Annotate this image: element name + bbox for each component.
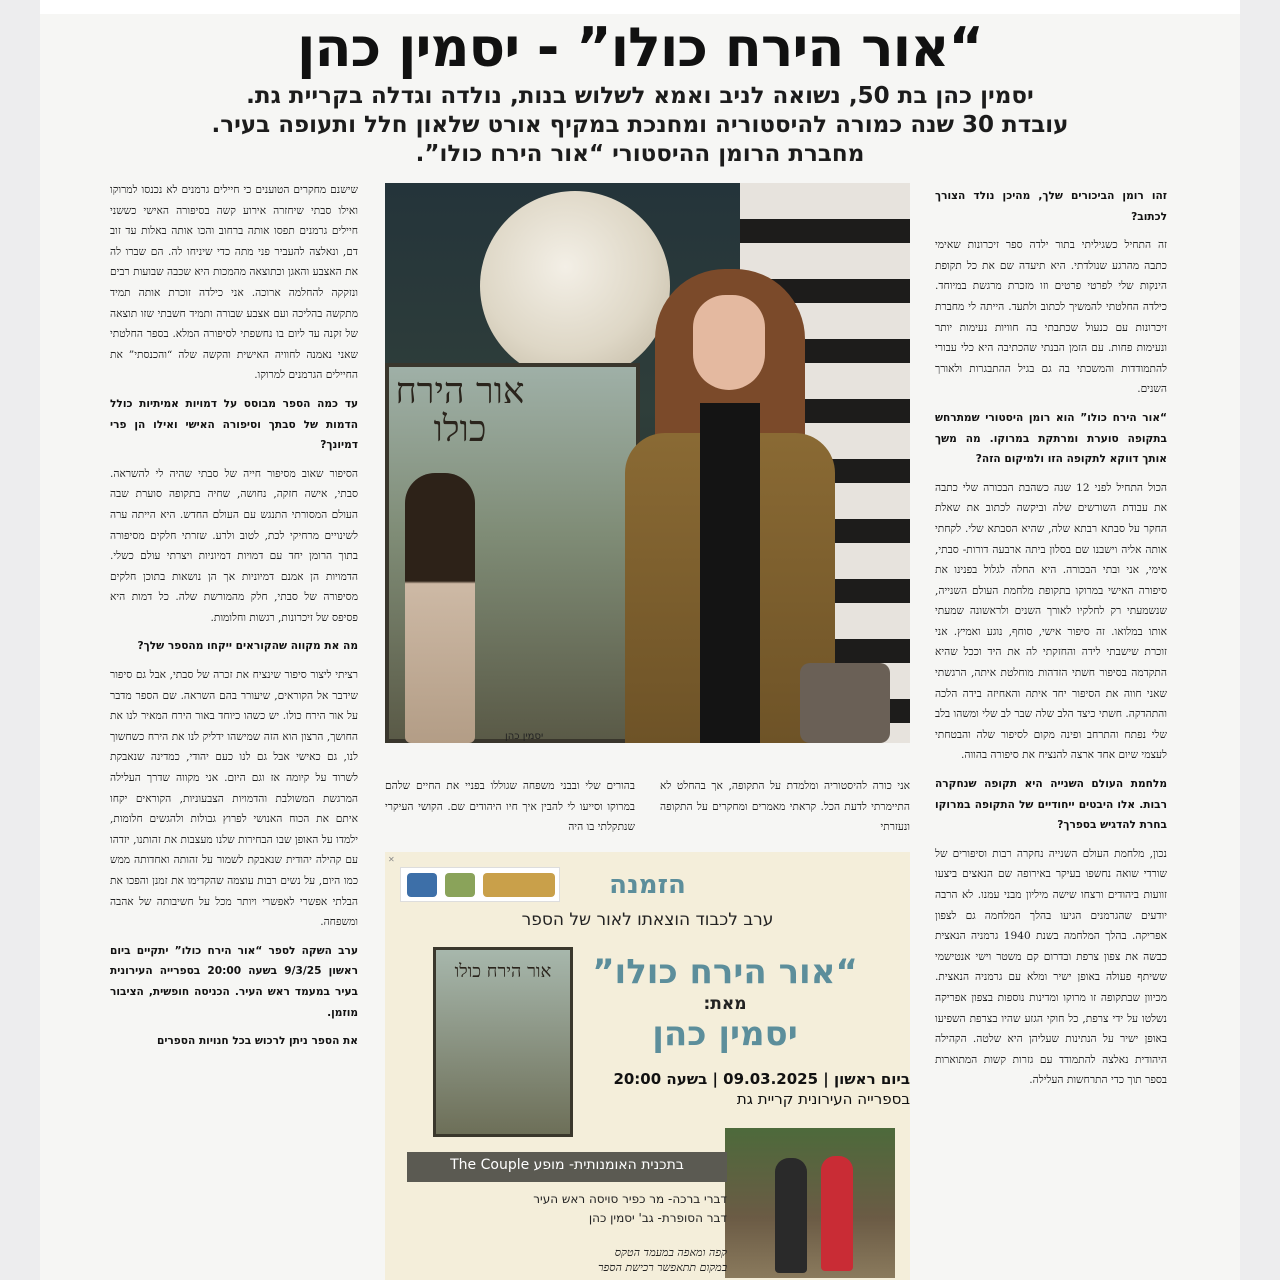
answer: בהורים שלי ובבני משפחה שגוללו בפניי את החיים שלהם במרוקו וסייעו לי להבין איך חיו היהודים שם. הקושי העיקרי שנתקלתי בו היה xyxy=(385,780,635,834)
intro-line: עובדת 30 שנה כמורה להיסטוריה ומחנכת במקיף אורט שלאון חלל ותעופה בעיר. xyxy=(211,112,1069,138)
article-column-left xyxy=(110,180,358,1280)
invitation-book-title: “אור הירח כולו” xyxy=(592,952,858,992)
author-photo xyxy=(385,183,910,743)
invitation-subtitle: ערב לכבוד הוצאתו לאור של הספר xyxy=(521,910,774,930)
question: מה את מקווה שהקוראים ייקחו מהספר שלך? xyxy=(137,640,358,653)
article-column-right xyxy=(935,186,1167,1276)
speaker-line: דבר הסופרת- גב' יסמין כהן xyxy=(588,1211,727,1225)
intro-line: יסמין כהן בת 50, נשואה לניב ואמא לשלוש בנות, נולדה וגדלה בקריית גת. xyxy=(246,83,1034,109)
top-strip xyxy=(40,0,1240,14)
book-cover-title: אור הירח כולו xyxy=(454,961,552,982)
question: עד כמה הספר מבוסס על דמויות אמיתיות כולל הדמות של סבתך וסיפורה האישי ואילו הן פרי דמיונך? xyxy=(110,397,358,452)
author-top xyxy=(700,403,760,743)
question: מלחמת העולם השנייה היא תקופה שנחקרה רבות. אלו היבטים ייחודיים של התקופה במרוקו בחרת להדגיש בספרך? xyxy=(935,778,1167,832)
program-band-text: בתכנית האומנותית- מופע The Couple xyxy=(450,1157,684,1173)
event-place: בספרייה העירונית קריית גת xyxy=(736,1090,910,1108)
performer-woman xyxy=(821,1156,853,1271)
poster-book-title: אור הירח כולו xyxy=(395,371,525,450)
question: “אור הירח כולו” הוא רומן היסטורי שמתרחש בתקופה סוערת ומרתקת במרוקו. מה משך אותך דווקא לתקופה הזו ולמיקום הזה? xyxy=(935,411,1167,466)
answer: שישנם מחקרים הטוענים כי חיילים גרמנים לא נכנסו למרוקו ואילו סבתי שיחזרה אירוע קשה בסיפורה האישי כששני חיילים גרמנים תפסו אותה ברחוב והכו אותה באלות עד זוב דם, ונאלצה להעביר פני מתה כדי שיניחו לה. הם שברו לה את האצבע והאגן וכתוצאה מהמכות היא שכבה שבועות רבים ונזקקה להחלמה ארוכה. אני כילדה זוכרת אותה תמיד מתקשה בהליכה ועם אצבע שבורה ותמיד חשבתי שזו תוצאה של זקנה עד ליום בו נחשפתי לסיפורה המלא. בספר החלטתי שאני נאמנה לחוויה האישית והקשה שלה “והכנסתי” את החיילים הגרמנים למרוקו. xyxy=(110,184,358,382)
corner-mark: ✕ xyxy=(388,855,395,864)
article-column-mid-left xyxy=(385,776,635,842)
invitation-author: יסמין כהן xyxy=(652,1014,798,1054)
wine-barrel xyxy=(800,663,890,743)
speakers-list xyxy=(407,1190,727,1228)
answer: אני כורה להיסטוריה ומלמדת על התקופה, אך בהחלט לא התיימרתי לדעת הכל. קראתי מאמרים ומחקרים על התקופה ונעזרתי xyxy=(660,780,910,834)
invitation-footer xyxy=(407,1245,727,1275)
intro-line: מחברת הרומן ההיסטורי “אור הירח כולו”. xyxy=(415,141,865,167)
answer: זה התחיל כשגיליתי בתור ילדה ספר זיכרונות שאימי כתבה מהרגע שנולדתי. היא תיעדה שם את כל תקופת הינקות שלי לפרטי פרטים וזו מזכרת מרגשת במיוחד. כילדה החלטתי להמשיך לכתוב ולתעד. הייתה לי מחברת זיכרונות עם כנעול שכתבתי בה חוויות נעימות יותר ונעימות פחות. עם הזמן הבנתי שהכתיבה היא כלי עבורי להתמודדות והמשכתי בה גם בגיל ההתבגרות ולאורך השנים. xyxy=(935,239,1167,396)
event-invitation xyxy=(385,852,910,1280)
invitation-from: מאת: xyxy=(703,994,747,1014)
poster-book-author: יסמין כהן xyxy=(505,731,544,742)
event-date: ביום ראשון | 09.03.2025 | בשעה 20:00 xyxy=(613,1070,910,1088)
intro-lede xyxy=(100,82,1180,169)
left-margin xyxy=(0,0,40,1280)
article-column-mid-right xyxy=(660,776,910,842)
speaker-line: דברי ברכה- מר כפיר סויסה ראש העיר xyxy=(533,1192,727,1206)
invitation-title: הזמנה xyxy=(609,870,686,900)
author-face xyxy=(693,295,765,390)
performer-man xyxy=(775,1158,807,1273)
answer: נכון, מלחמת העולם השנייה נחקרה רבות וסיפורים של שורדי שואה נחשפו בעיקר באירופה שם הנאצים ביצעו זוועות ביהודים ורצחו שישה מיליון מבני עמנו. לא הרבה יודעים שהגרמנים הגיעו בהלך המלחמה גם לצפון אפריקה. בהלך המלחמה בשנת 1940 גרמניה הנאצית כבשה את צפון צרפת ובדרום קם משטר וישי אנטישמי ששיתף פעולה באופן ישיר ומלא עם גרמניה הנאצית. מכיוון שבתקופה זו מרוקו ומדינות נוספות בצפון אפריקה נשלטו על ידי צרפת, כל חוקי הגזע שהיו בצרפת השפיעו באופן ישיר על הנתינות שעליהן היא שלטה. הקהילה היהודית נאלצה להתמודד עם גזרות קשות המתוארות בספר תוך כדי התרחשות העלילה. xyxy=(935,847,1167,1087)
headline: “אור הירח כולו” - יסמין כהן xyxy=(296,16,984,79)
launch-note: ערב השקה לספר “אור הירח כולו” יתקיים ביום ראשון 9/3/25 בשעה 20:00 בספרייה העירונית בעיר במעמד ראש העיר. הכניסה חופשית, הציבור מוזמן. xyxy=(110,944,358,1019)
footer-line: קפה ומאפה במעמד הטקס xyxy=(614,1246,727,1259)
answer: רציתי ליצור סיפור שינציח את זכרה של סבתי, אבל גם סיפור שידבר אל הקוראים, שיעורר בהם השראה. שם הספר מדבר על אור הירח כולו. יש כשהו כיוחד באור הירח המאיר לנו את החושך, הרצון הוא הזה שמישהו ידליק לנו את הירח כשחשוך לנו, גם כאישי אבל גם לנו כעם יהודי, כמדינה שנאבקת לשרוד על קיומה אז וגם היום. אני מקווה שדרך העלילה המרגשת המשולבת והדמויות הצבעוניות, הקוראים יקחו איתם את הכוח האנושי לפרוץ גבולות ולהגשים חלומות, ילמדו על האופן שבו הבחירות שלנו מעצבות את זהותנו, יזדהו עם קהילה יהודית שנאבקת לשמור על זהותה ואחדותה ממש כמו היום, על נשים רבות עוצמה שהקדימו את זמנן והפכו את הבלתי אפשרי לאפשרי ויותר מכל על חשיבותה של אהבה ומשפחה. xyxy=(110,669,358,929)
answer: הכול התחיל לפני 12 שנה כשהבת הבכורה שלי כתבה את עבודת השורשים שלה וביקשה לכתוב את שאלת החקר על סבתא רבתא שלה, שהיא הסבתא שלי. לקחתי אותה אליה וישבנו שם בסלון ביתה ארבעה דורות- סבתי, אימי, אני ובתי הבכורה. היא החלה לגלול בפנינו את סיפורה האישי במרוקו בתקופת מלחמת העולם השנייה, שנשמעתי רק לחלקיו לאורך השנים ולראשונה שמעתי אותו במלואו. זה סיפור אישי, סוחף, נוגע ואמיץ. אני זוכרת שישבתי לידה והחזקתי לה את היד וככל שהיא התקדמה בסיפור חשתי הזדהות מוחלטת איתה, הרגשתי שאני חווה את הסיפור יחד איתה והאחיזה בידה הלכה והתהדקה. חשתי כיצד הלב שלה שבר לב שלי ומשהו בלב שלי נפתח והתרחב ופינה מקום לסיפור שלה והבטחתי לעצמי שיום אחד ארצה להנציח את סיפורה בהווה. xyxy=(935,481,1167,762)
right-margin xyxy=(1240,0,1280,1280)
footer-line: במקום תתאפשר רכישת הספר xyxy=(598,1261,727,1274)
question: זהו רומן הביכורים שלך, מהיכן נולד הצורך לכתוב? xyxy=(935,190,1167,223)
poster-figure xyxy=(405,473,475,743)
moon-image xyxy=(480,191,670,381)
answer: הסיפור שאוב מסיפור חייה של סבתי שהיה לי להשראה. סבתי, אישה חזקה, נחושה, שחיה בתקופה סוערת שבה העולם המסורתי התנגש עם העולם החדש. היא הייתה ערה לשינויים מרחיקי לכת, לטוב ולרע. שזרתי חלקים מסיפורה בתוך הרומן יחד עם דמויות דמיוניות ויצרתי עולם כשלי. הדמויות הן אמנם דמיוניות אך הן נושאות בתוכן חלקים מסיפורה של סבתי, חלק מהמורשת שלה. כל דמות היא פסיפס של זיכרונות, רגשות וחלומות. xyxy=(110,467,358,624)
newspaper-page xyxy=(40,0,1240,1280)
performers-photo xyxy=(725,1128,895,1278)
purchase-note: את הספר ניתן לרכוש בכל חנויות הספרים xyxy=(156,1035,358,1048)
